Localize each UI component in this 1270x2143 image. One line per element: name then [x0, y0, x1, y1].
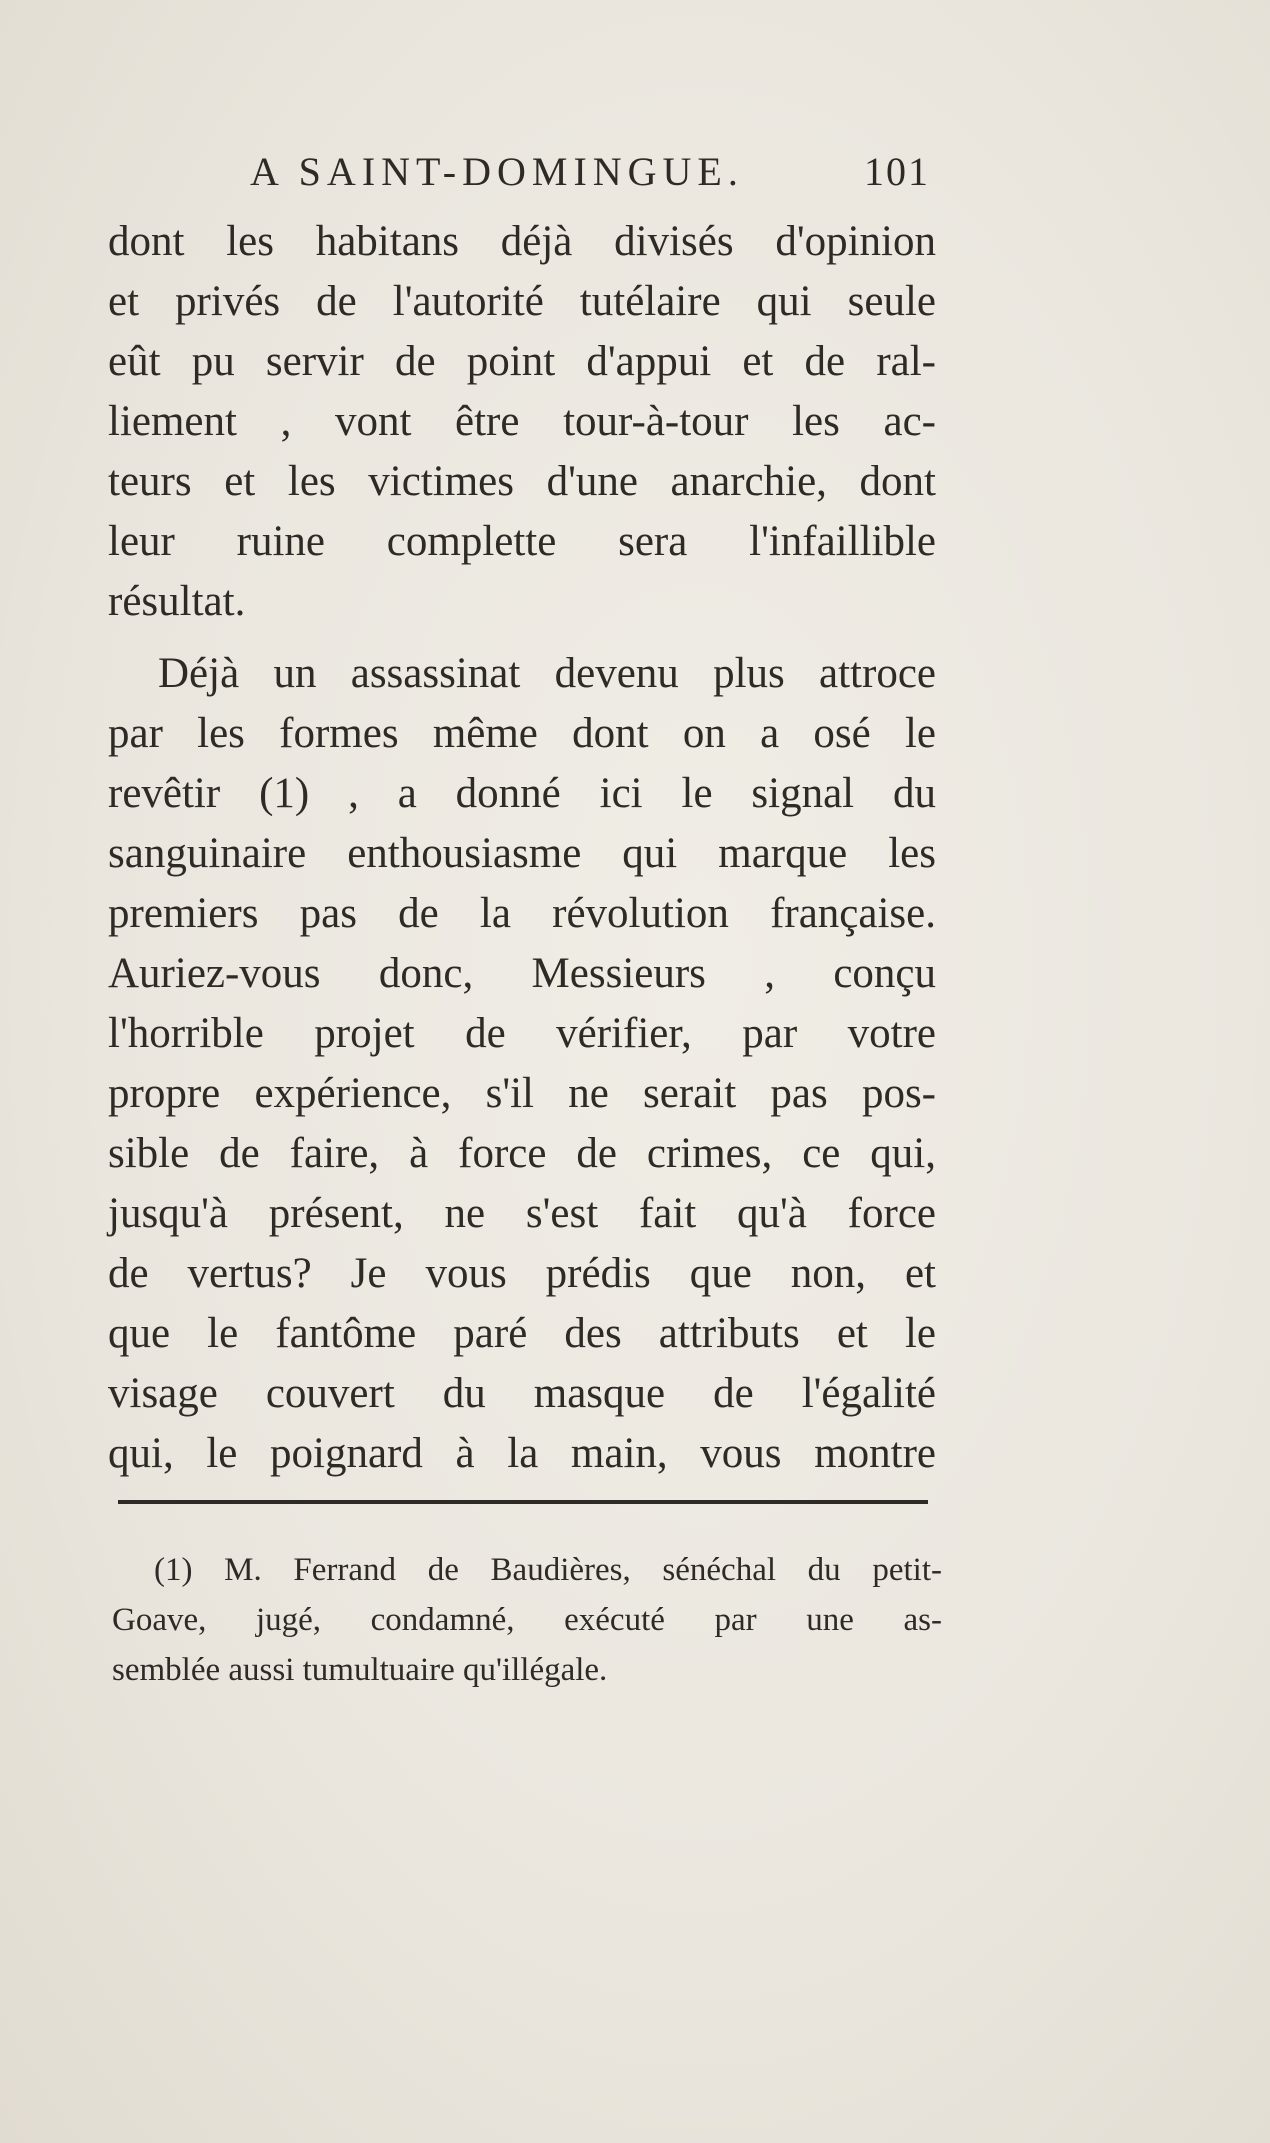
text-line: visage couvert du masque de l'égalité: [108, 1370, 936, 1417]
text-line: Auriez-vous donc, Messieurs , conçu: [108, 950, 936, 997]
text-line: premiers pas de la révolution française.: [108, 890, 936, 937]
text-line: dont les habitans déjà divisés d'opinion: [108, 218, 936, 265]
text-line: que le fantôme paré des attributs et le: [108, 1310, 936, 1357]
text-line: Déjà un assassinat devenu plus attroce: [158, 650, 936, 697]
text-line: leur ruine complette sera l'infaillible: [108, 518, 936, 565]
text-line: sible de faire, à force de crimes, ce qui,: [108, 1130, 936, 1177]
text-line: de vertus? Je vous prédis que non, et: [108, 1250, 936, 1297]
main-text: [108, 212, 936, 1484]
footnote-rule: [118, 1500, 928, 1504]
text-line: l'horrible projet de vérifier, par votre: [108, 1010, 936, 1057]
text-line: teurs et les victimes d'une anarchie, dont: [108, 458, 936, 505]
footnote: [112, 1545, 942, 1695]
text-line: résultat.: [108, 578, 246, 625]
footnote-line: (1) M. Ferrand de Baudières, sénéchal du petit-: [154, 1552, 942, 1588]
footnote-line: semblée aussi tumultuaire qu'illégale.: [112, 1652, 608, 1688]
text-line: eût pu servir de point d'appui et de ral-: [108, 338, 936, 385]
text-line: sanguinaire enthousiasme qui marque les: [108, 830, 936, 877]
text-line: et privés de l'autorité tutélaire qui seule: [108, 278, 936, 325]
text-line: jusqu'à présent, ne s'est fait qu'à force: [108, 1190, 936, 1237]
page-number: 101: [864, 149, 930, 194]
footnote-line: Goave, jugé, condamné, exécuté par une as-: [112, 1602, 942, 1638]
text-line: qui, le poignard à la main, vous montre: [108, 1430, 936, 1477]
text-line: revêtir (1) , a donné ici le signal du: [108, 770, 936, 817]
text-line: liement , vont être tour-à-tour les ac-: [108, 398, 936, 445]
text-line: par les formes même dont on a osé le: [108, 710, 936, 757]
running-title: A SAINT-DOMINGUE.: [250, 149, 744, 194]
text-line: propre expérience, s'il ne serait pas pos-: [108, 1070, 936, 1117]
